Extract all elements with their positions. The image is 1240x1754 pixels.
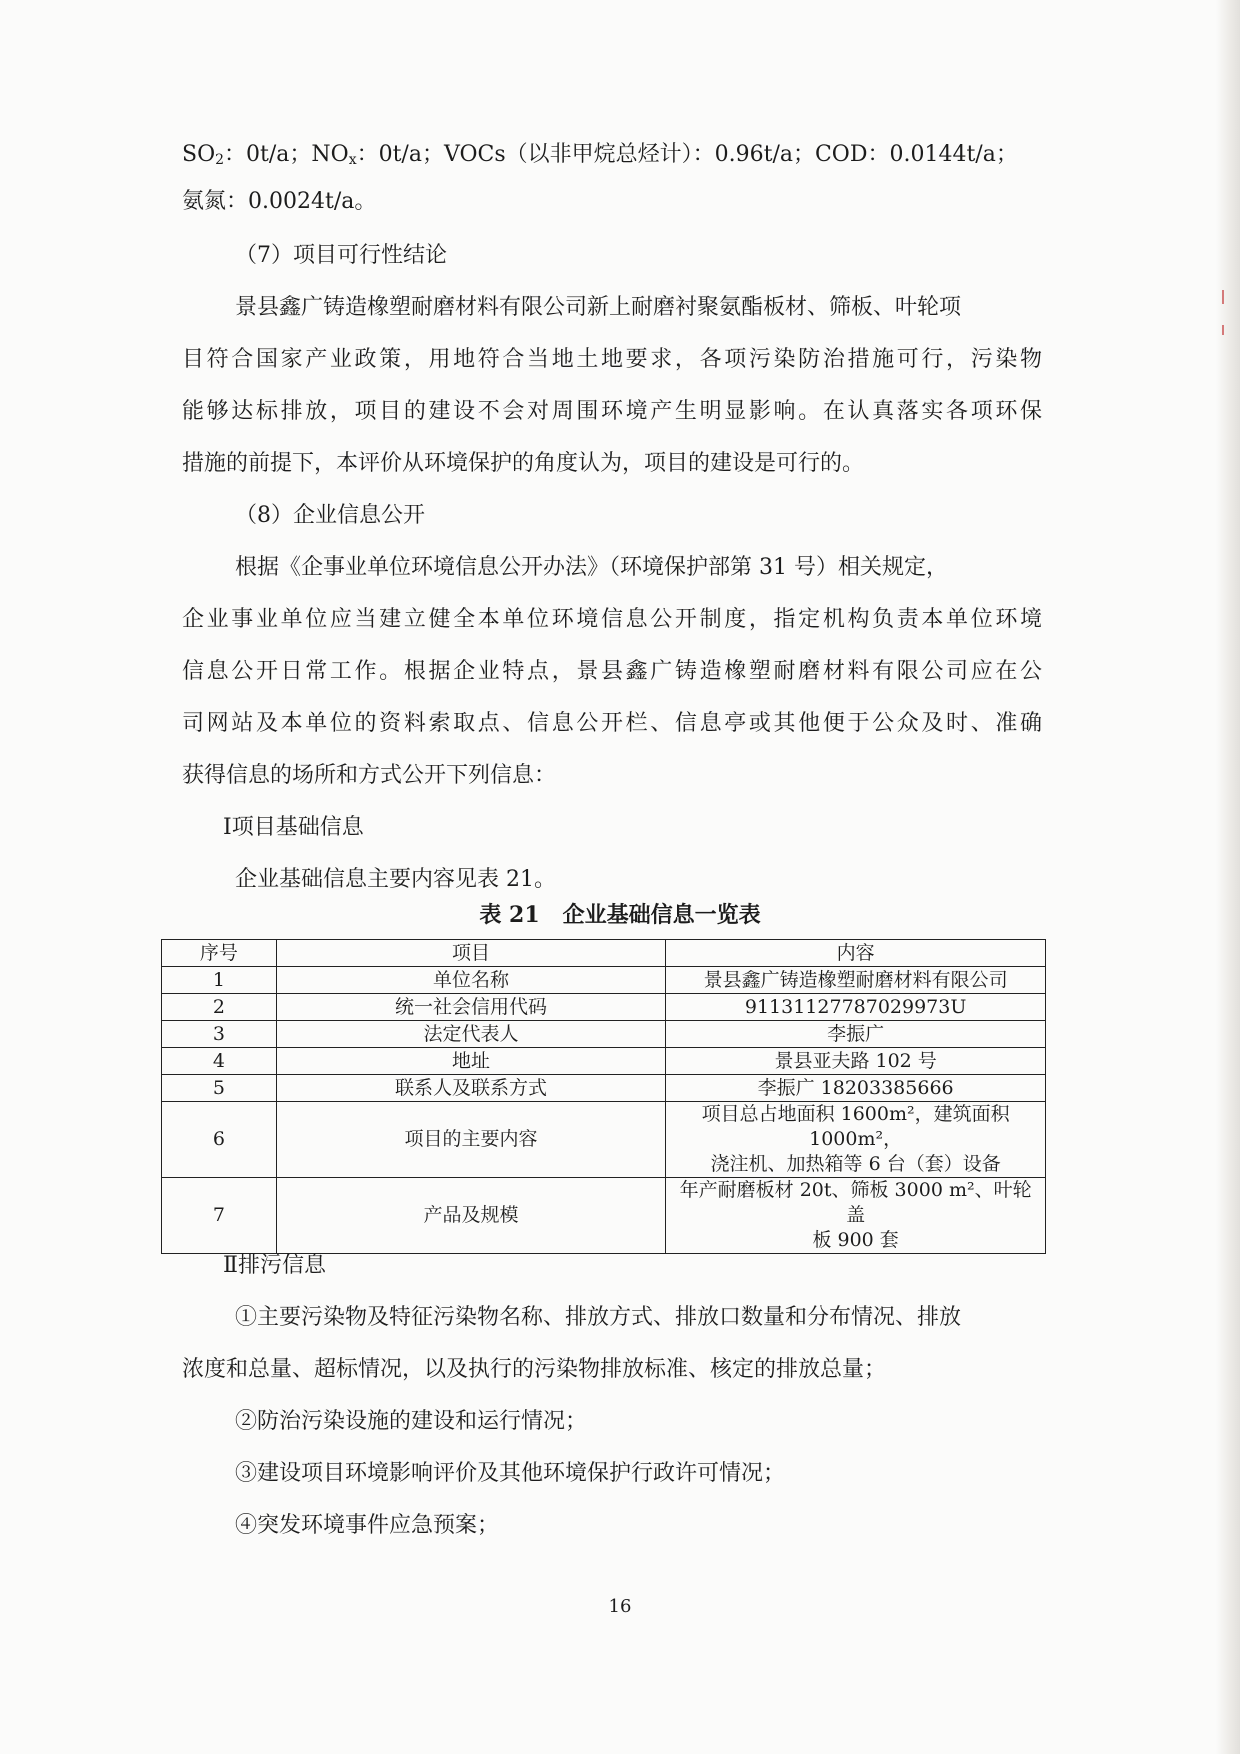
table-row xyxy=(162,1021,1046,1048)
paragraph-line: 信息公开日常工作。根据企业特点，景县鑫广铸造橡塑耐磨材料有限公司应在公 xyxy=(182,659,1042,684)
section-8-heading: （8）企业信息公开 xyxy=(235,503,425,528)
table-cell: 4 xyxy=(162,1048,277,1075)
table-cell xyxy=(666,1178,1046,1254)
cell-line: 板 900 套 xyxy=(812,1229,899,1251)
emissions-line-1: $SO_2$：0t/a；$NO_x$：0t/a；VOCs（以非甲烷总烃计）：0.96t/a；COD：0.0144t/a； xyxy=(182,142,1018,168)
scan-mark xyxy=(1222,290,1224,304)
paragraph-line: 司网站及本单位的资料索取点、信息公开栏、信息亭或其他便于公众及时、准确 xyxy=(182,711,1042,736)
table-caption: 表 21 企业基础信息一览表 xyxy=(479,902,761,928)
scan-mark xyxy=(1222,325,1224,335)
table-cell: 统一社会信用代码 xyxy=(276,994,665,1021)
table-cell: 1 xyxy=(162,967,277,994)
cell-line: 浇注机、加热箱等 6 台（套）设备 xyxy=(710,1153,1001,1175)
paragraph-line: 根据《企事业单位环境信息公开办法》（环境保护部第 31 号）相关规定， xyxy=(235,555,948,580)
table-cell: 李振广 xyxy=(666,1021,1046,1048)
paragraph-line: 能够达标排放，项目的建设不会对周围环境产生明显影响。在认真落实各项环保 xyxy=(182,399,1042,424)
table-row xyxy=(162,1102,1046,1178)
list-item: ④突发环境事件应急预案； xyxy=(235,1513,500,1538)
table-cell: 91131127787029973U xyxy=(666,994,1046,1021)
table-cell: 李振广 18203385666 xyxy=(666,1075,1046,1102)
paragraph-line: 企业事业单位应当建立健全本单位环境信息公开制度，指定机构负责本单位环境 xyxy=(182,607,1042,632)
table-row xyxy=(162,1048,1046,1075)
table-cell: 地址 xyxy=(276,1048,665,1075)
paragraph-line: 获得信息的场所和方式公开下列信息： xyxy=(182,763,557,788)
table-header-cell: 序号 xyxy=(162,940,277,967)
table-cell: 项目的主要内容 xyxy=(276,1102,665,1178)
table-row xyxy=(162,994,1046,1021)
list-item-line: 浓度和总量、超标情况，以及执行的污染物排放标准、核定的排放总量； xyxy=(182,1357,887,1382)
table-header-cell: 内容 xyxy=(666,940,1046,967)
table-cell: 5 xyxy=(162,1075,277,1102)
list-item: ②防治污染设施的建设和运行情况； xyxy=(235,1409,588,1434)
cell-line: 年产耐磨板材 20t、筛板 3000 m²、叶轮盖 xyxy=(679,1179,1032,1226)
subsection-2-heading: Ⅱ排污信息 xyxy=(223,1253,326,1278)
table-cell: 产品及规模 xyxy=(276,1178,665,1254)
table-cell: 法定代表人 xyxy=(276,1021,665,1048)
list-item-line: ①主要污染物及特征污染物名称、排放方式、排放口数量和分布情况、排放 xyxy=(235,1305,962,1330)
table-header-cell: 项目 xyxy=(276,940,665,967)
table-header-row xyxy=(162,940,1046,967)
enterprise-info-table xyxy=(161,939,1046,1254)
table-intro: 企业基础信息主要内容见表 21。 xyxy=(235,867,556,892)
table-cell: 单位名称 xyxy=(276,967,665,994)
table-row xyxy=(162,1178,1046,1254)
list-item: ③建设项目环境影响评价及其他环境保护行政许可情况； xyxy=(235,1461,786,1486)
cell-line: 项目总占地面积 1600m²，建筑面积 1000m²， xyxy=(701,1103,1010,1150)
paragraph-line: 措施的前提下，本评价从环境保护的角度认为，项目的建设是可行的。 xyxy=(182,451,865,476)
table-cell: 景县亚夫路 102 号 xyxy=(666,1048,1046,1075)
table-cell: 7 xyxy=(162,1178,277,1254)
table-cell: 3 xyxy=(162,1021,277,1048)
paragraph-line: 目符合国家产业政策，用地符合当地土地要求，各项污染防治措施可行，污染物 xyxy=(182,347,1042,372)
table-row xyxy=(162,1075,1046,1102)
table-cell xyxy=(666,1102,1046,1178)
emissions-line-2: 氨氮：0.0024t/a。 xyxy=(182,189,377,214)
table-cell: 2 xyxy=(162,994,277,1021)
table-cell: 景县鑫广铸造橡塑耐磨材料有限公司 xyxy=(666,967,1046,994)
page-edge-shadow xyxy=(1216,0,1240,1754)
table-row xyxy=(162,967,1046,994)
subsection-1-heading: Ⅰ项目基础信息 xyxy=(223,815,364,840)
section-7-heading: （7）项目可行性结论 xyxy=(235,243,447,268)
table-cell: 6 xyxy=(162,1102,277,1178)
table-cell: 联系人及联系方式 xyxy=(276,1075,665,1102)
paragraph-line: 景县鑫广铸造橡塑耐磨材料有限公司新上耐磨衬聚氨酯板材、筛板、叶轮项 xyxy=(235,295,962,320)
page-number: 16 xyxy=(608,1596,632,1617)
